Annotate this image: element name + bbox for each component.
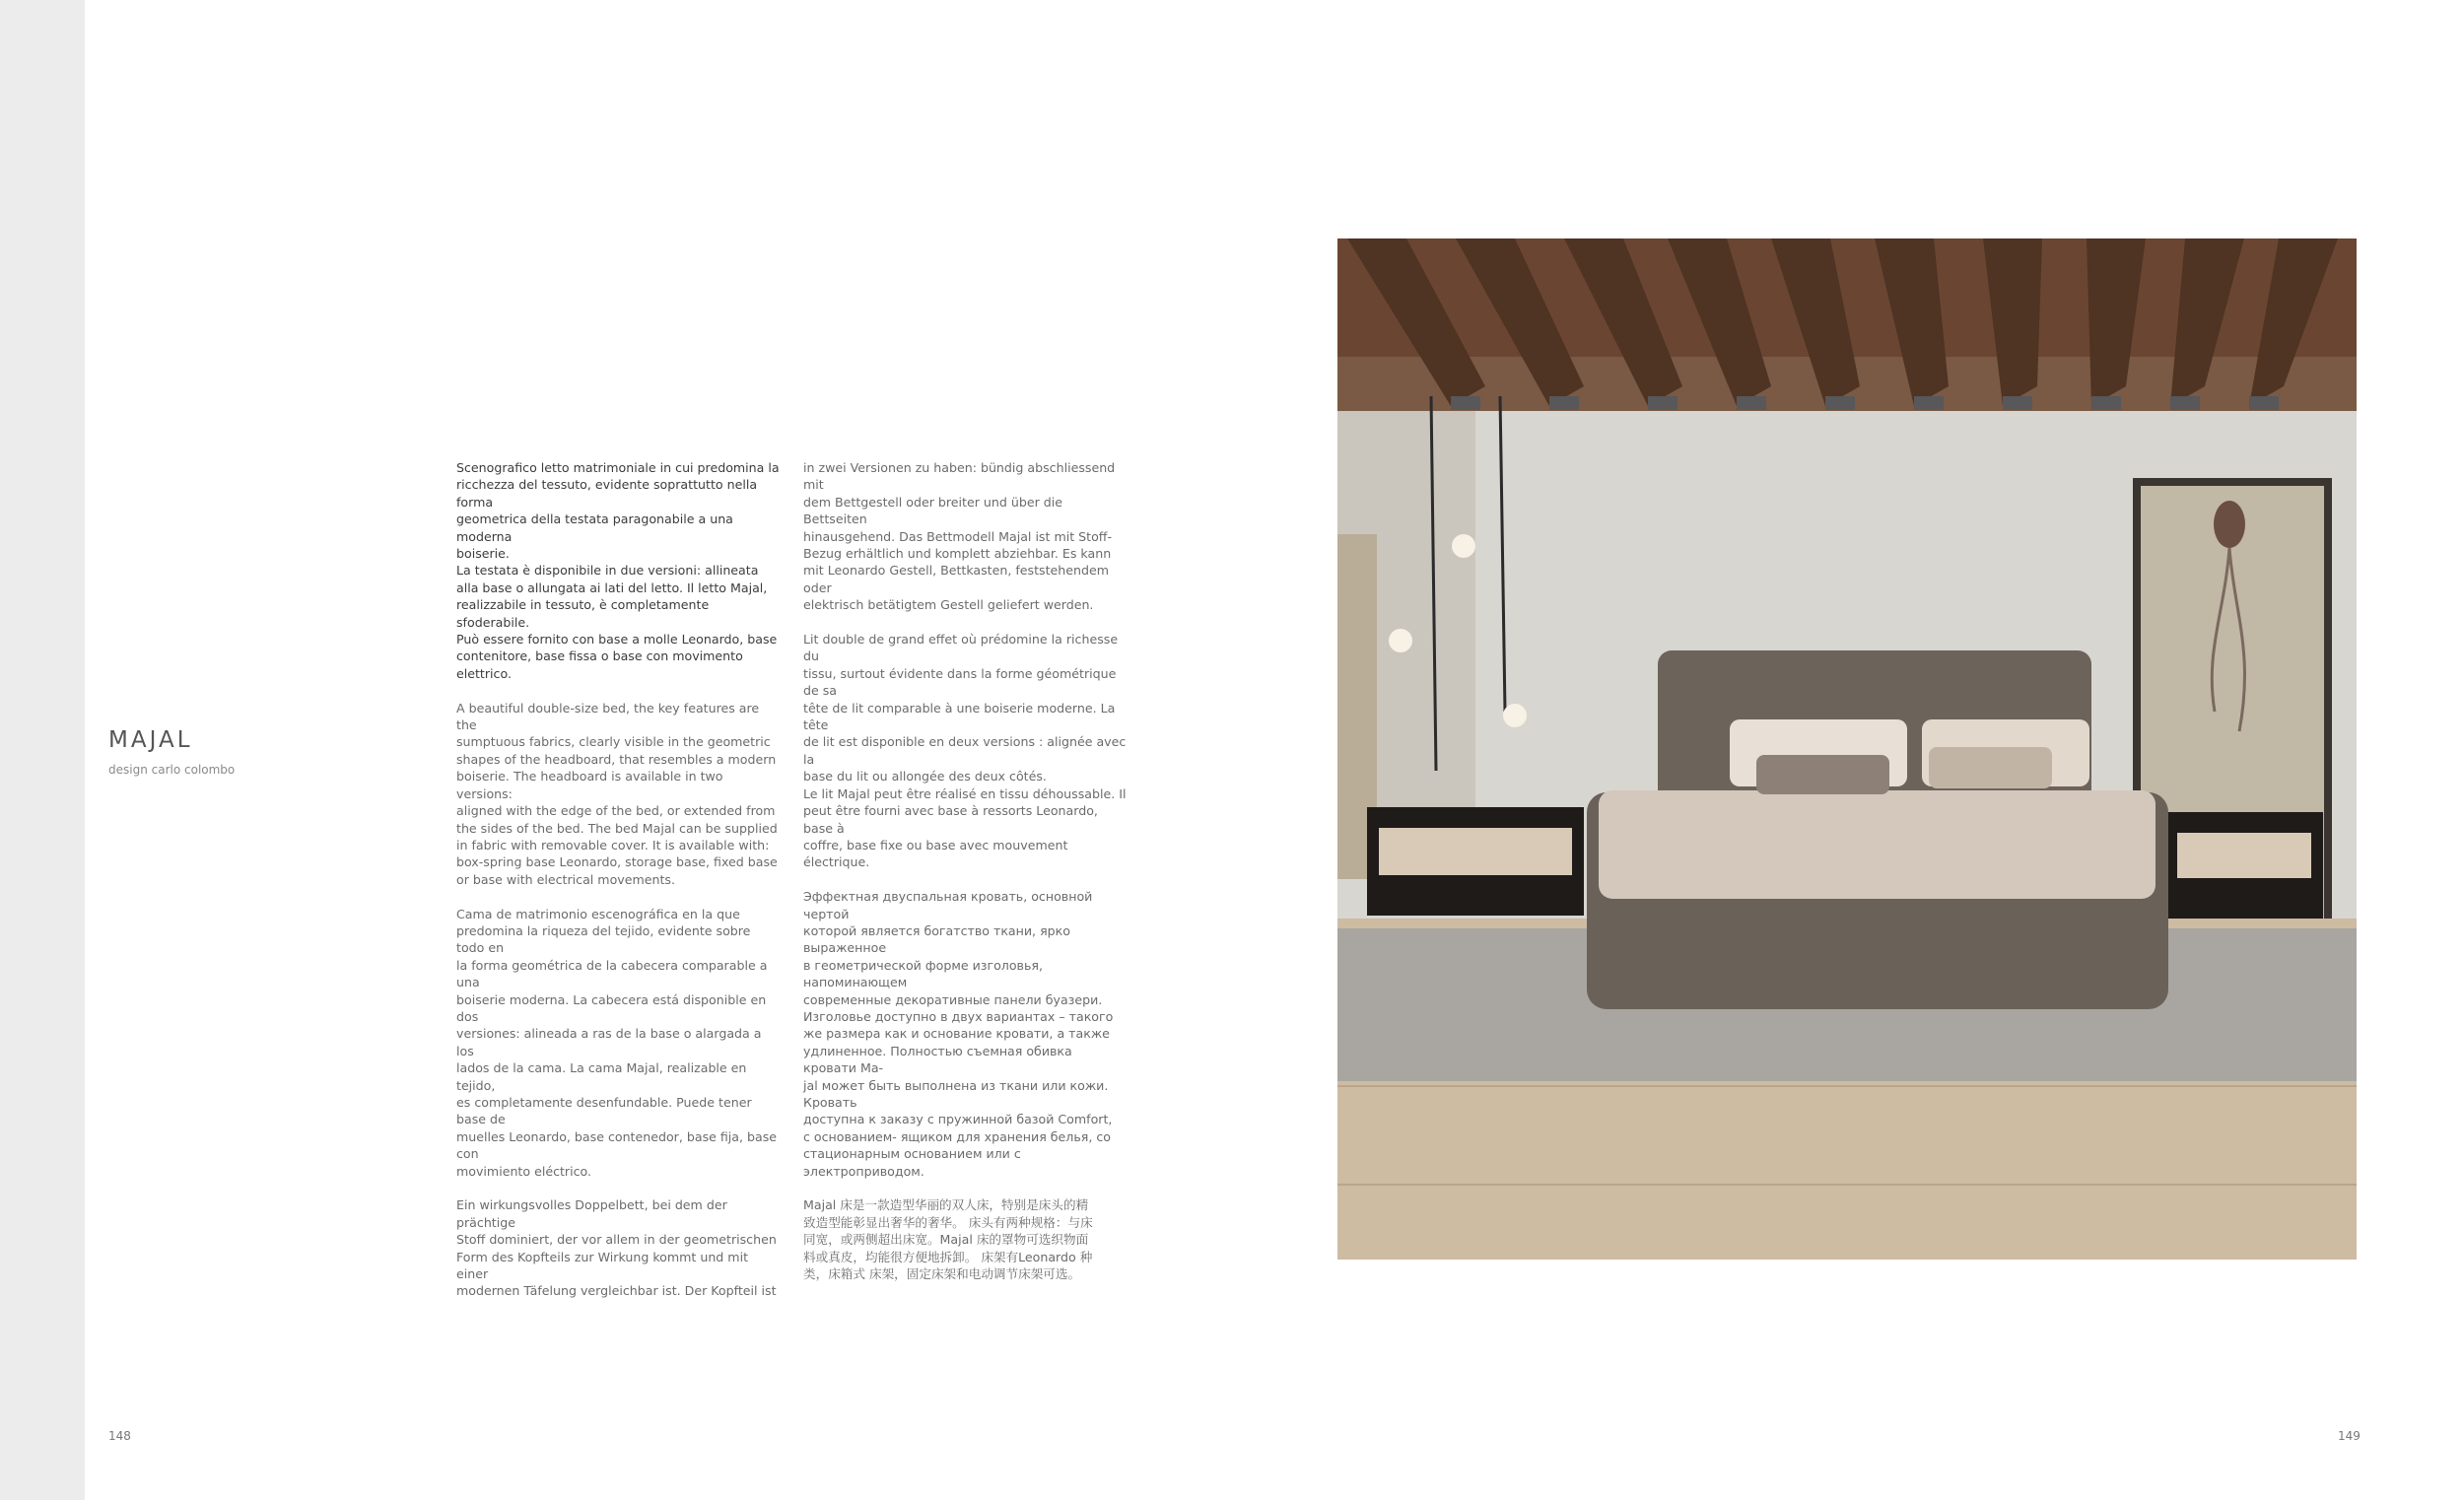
page-edge-strip [0, 0, 85, 1500]
paragraph-french: Lit double de grand effet où prédomine la richesse du tissu, surtout évidente dans la forme géométrique de sa tête de lit comparable à une boiserie moderne. La tête de lit est disponible en deux versions : alignée avec la base du lit ou allongée des deux côtés. Le lit Majal peut être réalisé en tissu déhoussable. Il peut être fourni avec base à ressorts Leonardo, base à coffre, base fixe ou base avec mouvement électrique. [803, 632, 1127, 870]
page-number-right: 149 [2338, 1429, 2361, 1443]
paragraph-russian: Эффектная двуспальная кровать, основной чертой которой является богатство ткани, ярко выраженное в геометрической форме изголовья, напоминающем современные декоративные панели буазери. Изголовье доступно в двух вариантах – такого же размера как и основание кровати, а также удлиненное. Полностью съемная обивка кровати Ма- jal может быть выполнена из ткани или кожи. Кровать доступна к заказу с пружинной базой Comfort, с основанием- ящиком для хранения белья, со стационарным основанием или с электроприводом. [803, 889, 1114, 1179]
paragraph-german: Ein wirkungsvolles Doppelbett, bei dem der prächtige Stoff dominiert, der vor allem in der geometrischen Form des Kopfteils zur Wirkung kommt und mit einer modernen Täfelung vergleichbar ist. Der Kopfteil ist [456, 1197, 777, 1299]
product-title: MAJAL [108, 727, 193, 753]
paragraph-german-continued: in zwei Versionen zu haben: bündig abschliessend mit dem Bettgestell oder breiter und über die Bettseiten hinausgehend. Das Bettmodell Majal ist mit Stoff- Bezug erhältlich und komplett abziehbar. Es kann mit Leonardo Gestell, Bettkasten, feststehendem oder elektrisch betätigtem Gestell geliefert werden. [803, 460, 1116, 613]
bedroom-photo [1337, 239, 2357, 1260]
page-number-left: 148 [108, 1429, 131, 1443]
paragraph-chinese: Majal 床是一款造型华丽的双人床，特别是床头的精 致造型能彰显出奢华的奢华。 床头有两种规格：与床 同宽，或两侧超出床宽。Majal 床的罩物可选织物面 料或真皮，均能很方便地拆卸。 床架有Leonardo 种 类，床箱式 床架，固定床架和电动调节床架可选。 [803, 1197, 1093, 1282]
text-column-right [803, 459, 1129, 1300]
paragraph-spanish: Cama de matrimonio escenográfica en la que predomina la riqueza del tejido, evidente sobre todo en la forma geométrica de la cabecera comparable a una boiserie moderna. La cabecera está disponible en dos versiones: alineada a ras de la base o alargada a los lados de la cama. La cama Majal, realizable en tejido, es completamente desenfundable. Puede tener base de muelles Leonardo, base contenedor, base fija, base con movimiento eléctrico. [456, 906, 778, 1179]
text-column-left [456, 459, 782, 1317]
paragraph-english: A beautiful double-size bed, the key features are the sumptuous fabrics, clearly visible in the geometric shapes of the headboard, that resembles a modern boiserie. The headboard is available in two versions: aligned with the edge of the bed, or extended from the sides of the bed. The bed Majal can be supplied in fabric with removable cover. It is available with: box-spring base Leonardo, storage base, fixed base or base with electrical movements. [456, 700, 778, 887]
designer-credit: design carlo colombo [108, 763, 236, 777]
paragraph-italian: Scenografico letto matrimoniale in cui predomina la ricchezza del tessuto, evidente soprattutto nella forma geometrica della testata paragonabile a una moderna boiserie. La testata è disponibile in due versioni: allineata alla base o allungata ai lati del letto. Il letto Majal, realizzabile in tessuto, è completamente sfoderabile. Può essere fornito con base a molle Leonardo, base contenitore, base fissa o base con movimento elettrico. [456, 460, 780, 681]
